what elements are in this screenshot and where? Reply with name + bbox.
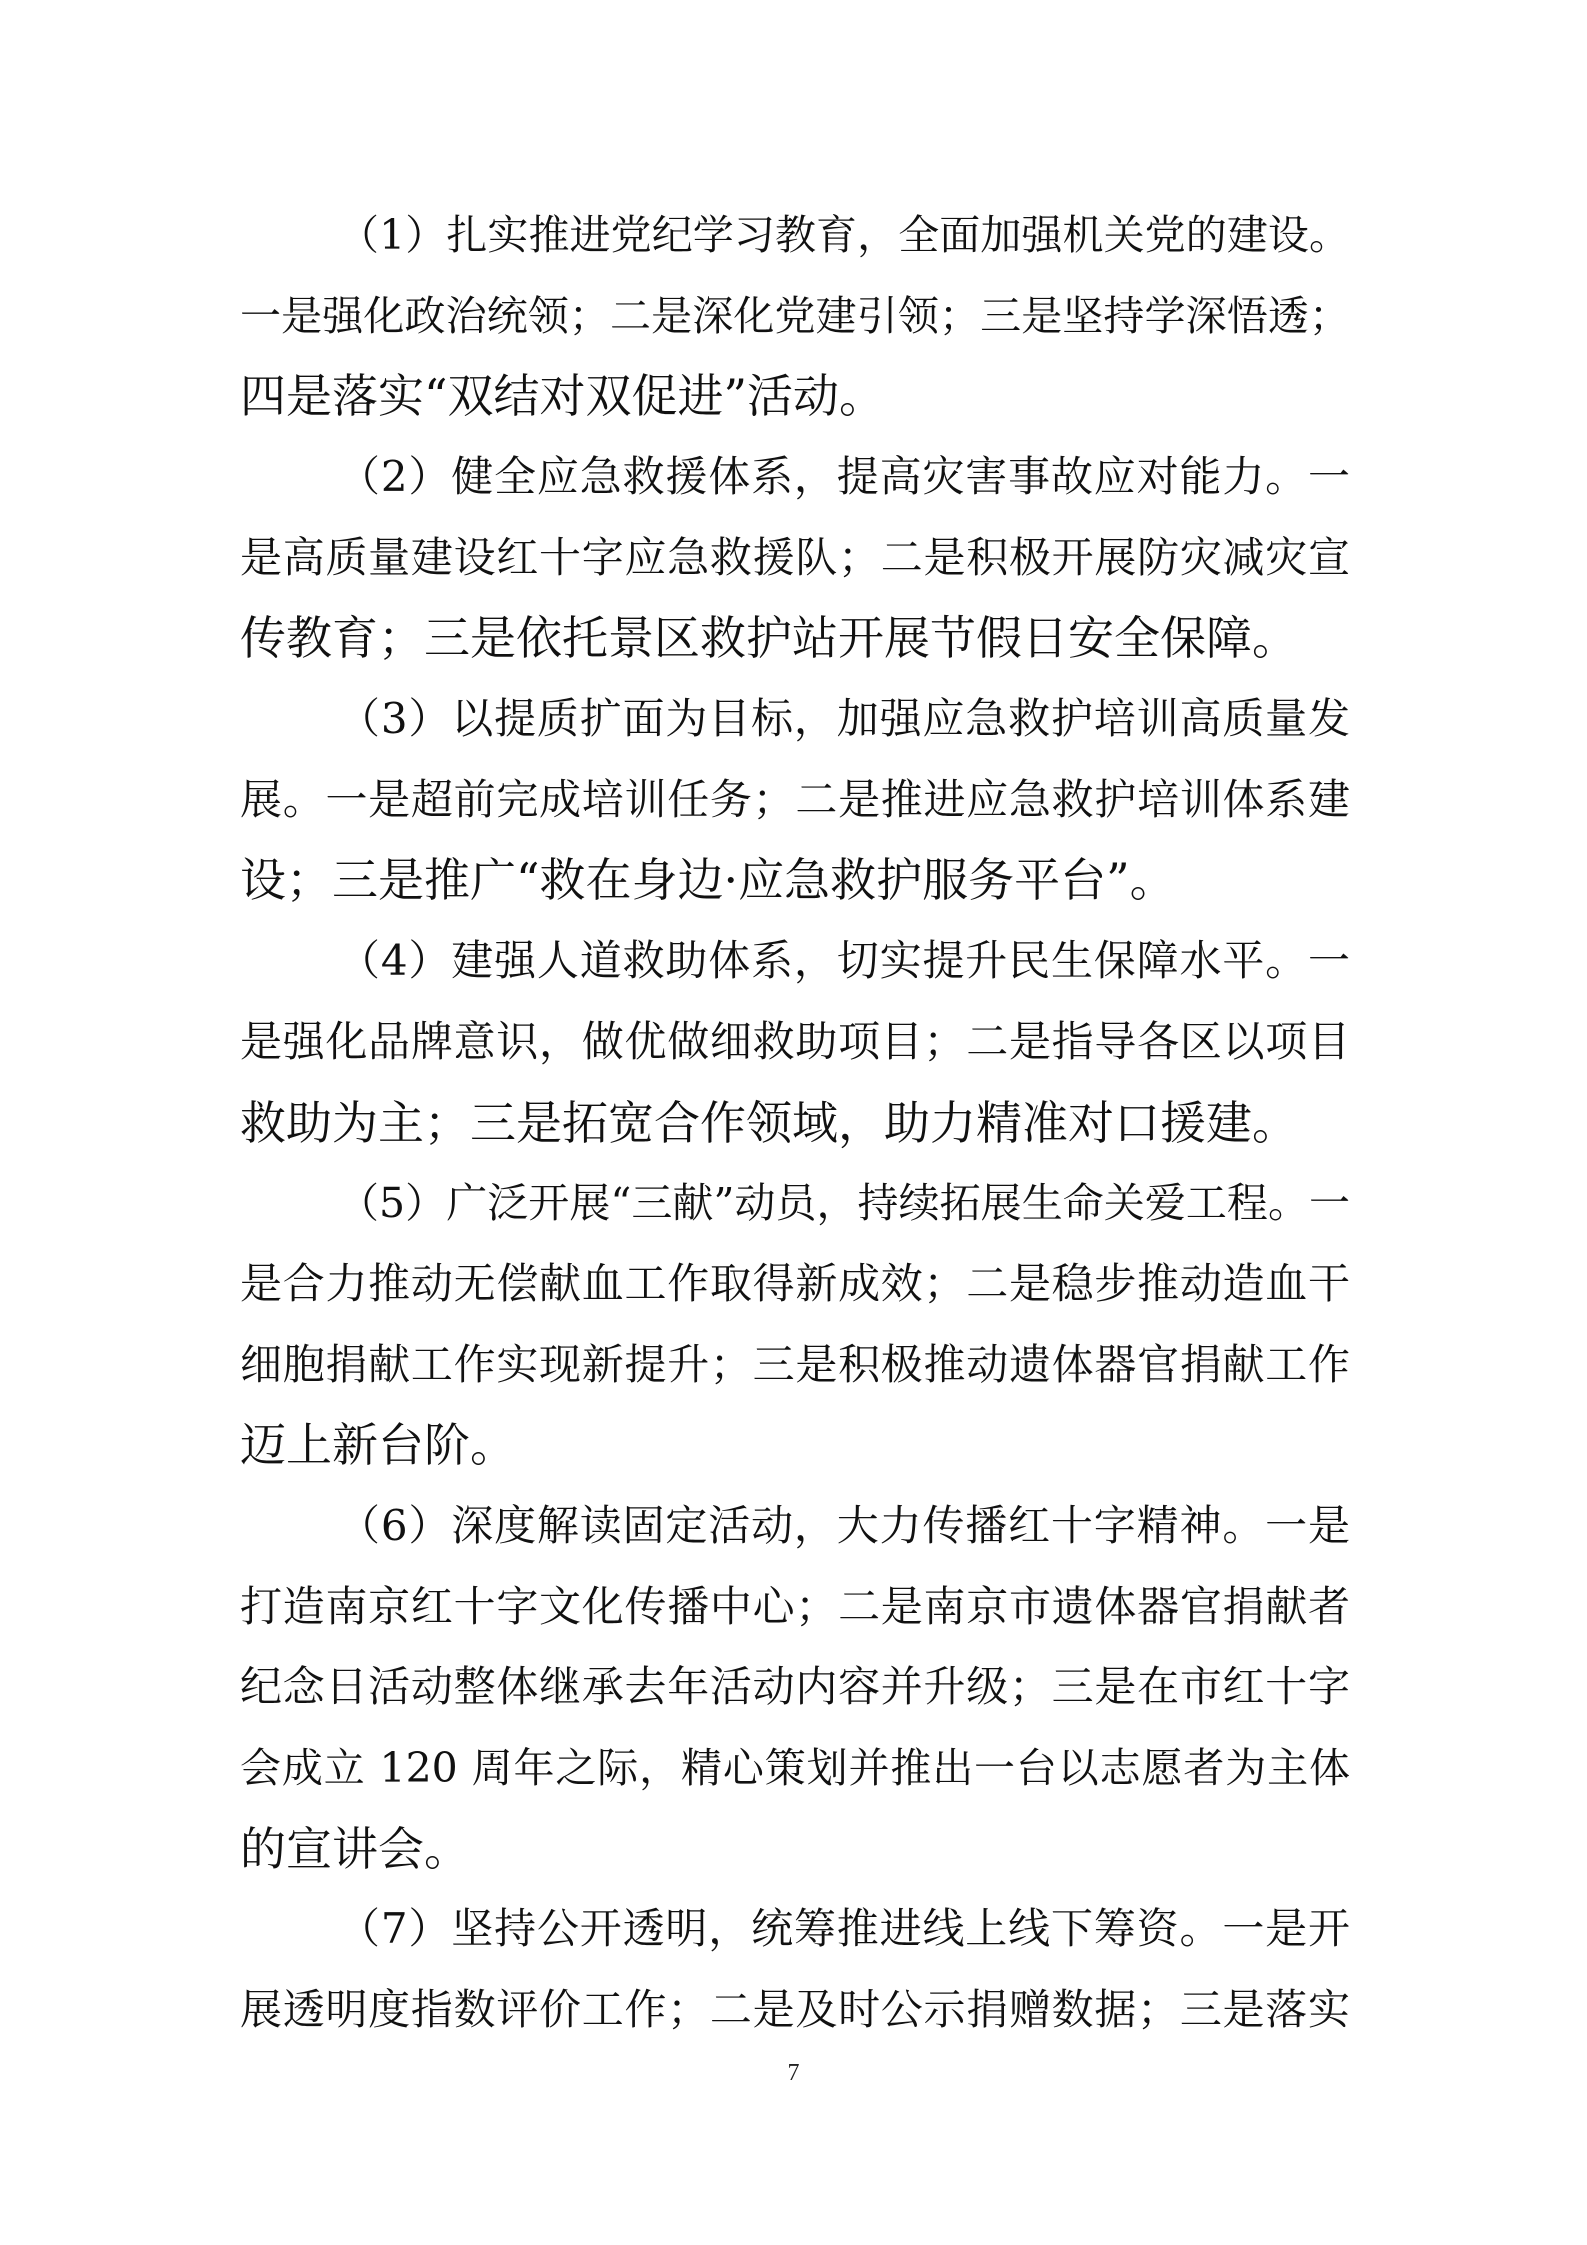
paragraph-2-line-2: 是高质量建设红十字应急救援队；二是积极开展防灾减灾宣 [240, 533, 1350, 582]
paragraph-3-line-3: 设；三是推广“救在身边·应急救护服务平台”。 [240, 853, 1176, 907]
paragraph-2-line-1: （2）健全应急救援体系，提高灾害事故应对能力。一 [338, 452, 1350, 501]
paragraph-6-line-5: 的宣讲会。 [240, 1822, 470, 1876]
paragraph-2-line-3: 传教育；三是依托景区救护站开展节假日安全保障。 [240, 611, 1298, 665]
paragraph-5-line-4: 迈上新台阶。 [240, 1418, 516, 1472]
page-number: 7 [787, 2060, 800, 2086]
paragraph-6-line-4: 会成立 120 周年之际，精心策划并推出一台以志愿者为主体 [240, 1744, 1350, 1792]
paragraph-7-line-2: 展透明度指数评价工作；二是及时公示捐赠数据；三是落实 [240, 1985, 1350, 2034]
paragraph-4-line-2: 是强化品牌意识，做优做细救助项目；二是指导各区以项目 [240, 1017, 1350, 1066]
paragraph-1-line-2: 一是强化政治统领；二是深化党建引领；三是坚持学深悟透； [240, 292, 1350, 340]
paragraph-7-line-1: （7）坚持公开透明，统筹推进线上线下筹资。一是开 [338, 1904, 1350, 1953]
paragraph-5-line-2: 是合力推动无偿献血工作取得新成效；二是稳步推动造血干 [240, 1259, 1350, 1308]
paragraph-5-line-1: （5）广泛开展“三献”动员，持续拓展生命关爱工程。一 [338, 1179, 1350, 1227]
paragraph-1-line-1: （1）扎实推进党纪学习教育，全面加强机关党的建设。 [338, 211, 1350, 259]
paragraph-5-line-3: 细胞捐献工作实现新提升；三是积极推动遗体器官捐献工作 [240, 1340, 1350, 1389]
paragraph-6-line-3: 纪念日活动整体继承去年活动内容并升级；三是在市红十字 [240, 1662, 1350, 1711]
paragraph-1-line-3: 四是落实“双结对双促进”活动。 [240, 369, 886, 423]
paragraph-4-line-3: 救助为主；三是拓宽合作领域，助力精准对口援建。 [240, 1096, 1298, 1150]
paragraph-3-line-2: 展。一是超前完成培训任务；二是推进应急救护培训体系建 [240, 775, 1350, 824]
paragraph-6-line-2: 打造南京红十字文化传播中心；二是南京市遗体器官捐献者 [240, 1582, 1350, 1631]
paragraph-3-line-1: （3）以提质扩面为目标，加强应急救护培训高质量发 [338, 694, 1350, 743]
paragraph-4-line-1: （4）建强人道救助体系，切实提升民生保障水平。一 [338, 936, 1350, 985]
paragraph-6-line-1: （6）深度解读固定活动，大力传播红十字精神。一是 [338, 1501, 1350, 1550]
